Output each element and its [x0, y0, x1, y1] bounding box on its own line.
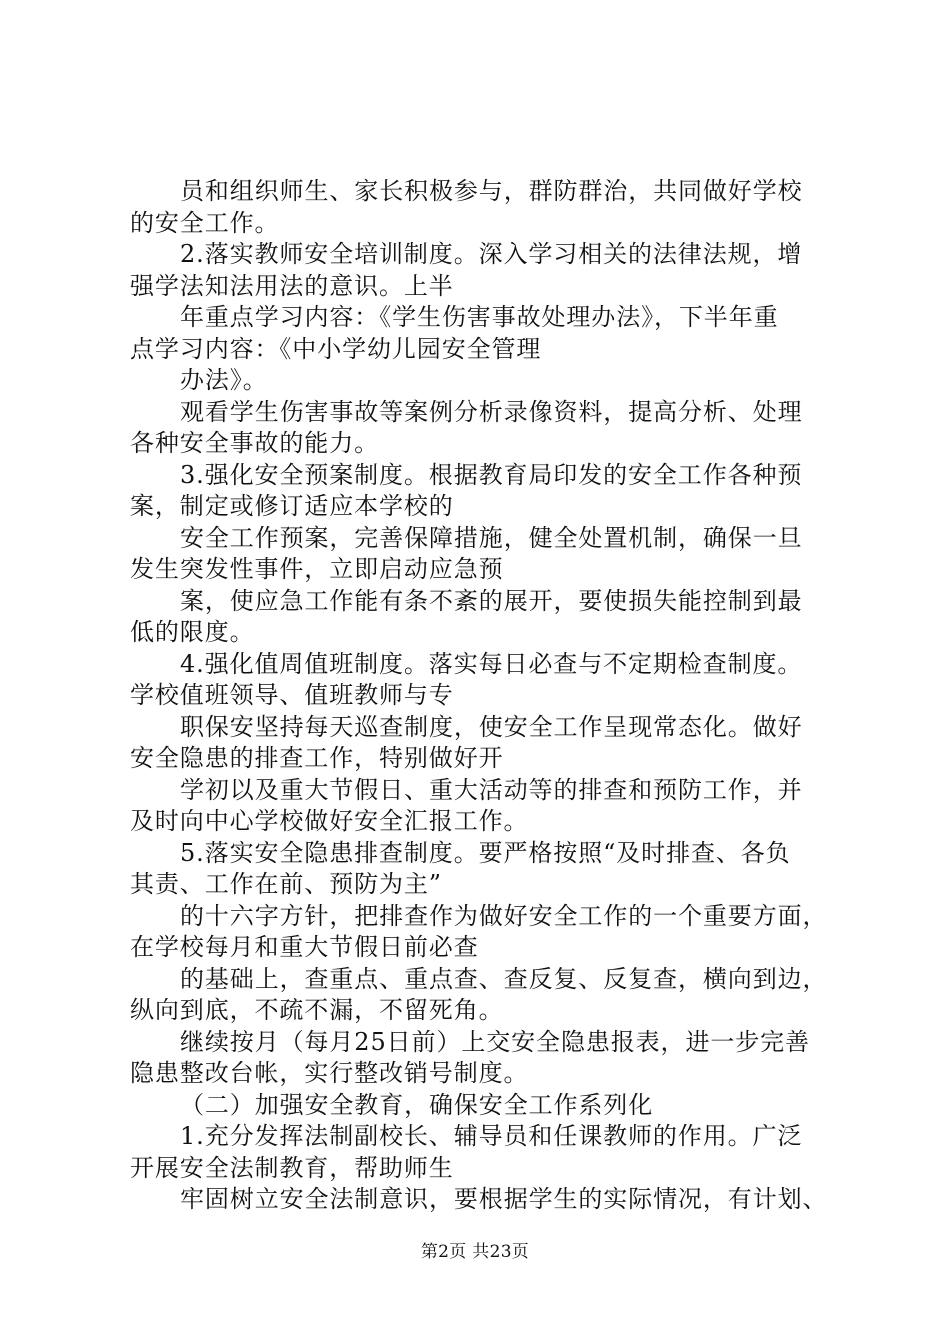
text-line: 案，使应急工作能有条不紊的展开，要使损失能控制到最: [180, 586, 803, 615]
text-line: 发生突发性事件，立即启动应急预: [130, 555, 504, 583]
text-line: 纵向到底，不疏不漏，不留死角。: [130, 996, 504, 1024]
text-line: 其责、工作在前、预防为主”: [130, 870, 442, 898]
text-line: 学初以及重大节假日、重大活动等的排查和预防工作，并: [180, 775, 803, 804]
text-line: 低的限度。: [130, 618, 255, 646]
text-line: 4.强化值周值班制度。落实每日必查与不定期检查制度。: [180, 649, 803, 678]
text-line: （二）加强安全教育，确保安全工作系列化: [180, 1090, 654, 1119]
text-line: 1.充分发挥法制副校长、辅导员和任课教师的作用。广泛: [180, 1122, 803, 1150]
page-number-label: 第2页 共23页: [420, 1242, 530, 1262]
text-line: 各种安全事故的能力。: [130, 429, 379, 457]
text-line: 安全工作预案，完善保障措施，健全处置机制，确保一旦: [180, 523, 803, 552]
text-line: 及时向中心学校做好安全汇报工作。: [130, 807, 529, 835]
text-line: 强学法知法用法的意识。上半: [130, 271, 454, 300]
text-line: 的基础上，查重点、重点查、查反复、反复查，横向到边，: [180, 964, 828, 993]
text-line: 观看学生伤害事故等案例分析录像资料，提高分析、处理: [180, 397, 803, 426]
text-line: 的十六字方针，把排查作为做好安全工作的一个重要方面，: [180, 901, 828, 930]
text-line: 继续按月（每月25日前）上交安全隐患报表，进一步完善: [180, 1027, 810, 1056]
text-line: 2.落实教师安全培训制度。深入学习相关的法律法规，增: [180, 240, 803, 268]
text-line: 开展安全法制教育，帮助师生: [130, 1153, 454, 1182]
page-footer: [0, 1241, 950, 1263]
text-line: 员和组织师生、家长积极参与，群防群治，共同做好学校: [180, 177, 803, 205]
text-line: 安全隐患的排查工作，特别做好开: [130, 744, 504, 772]
text-line: 在学校每月和重大节假日前必查: [130, 933, 479, 961]
text-line: 3.强化安全预案制度。根据教育局印发的安全工作各种预: [180, 460, 803, 489]
text-line: 学校值班领导、值班教师与专: [130, 681, 454, 709]
document-body: [130, 176, 850, 1216]
text-line: 牢固树立安全法制意识，要根据学生的实际情况，有计划、: [180, 1185, 828, 1213]
text-line: 的安全工作。: [130, 208, 280, 237]
text-line: 5.落实安全隐患排查制度。要严格按照“及时排查、各负: [180, 838, 791, 867]
text-line: 办法》。: [180, 366, 268, 394]
text-line: 职保安坚持每天巡查制度，使安全工作呈现常态化。做好: [180, 712, 803, 741]
text-line: 年重点学习内容：《学生伤害事故处理办法》，下半年重: [180, 303, 779, 331]
text-line: 案，制定或修订适应本学校的: [130, 492, 454, 520]
text-line: 隐患整改台帐，实行整改销号制度。: [130, 1059, 529, 1087]
text-line: 点学习内容：《中小学幼儿园安全管理: [130, 334, 542, 363]
